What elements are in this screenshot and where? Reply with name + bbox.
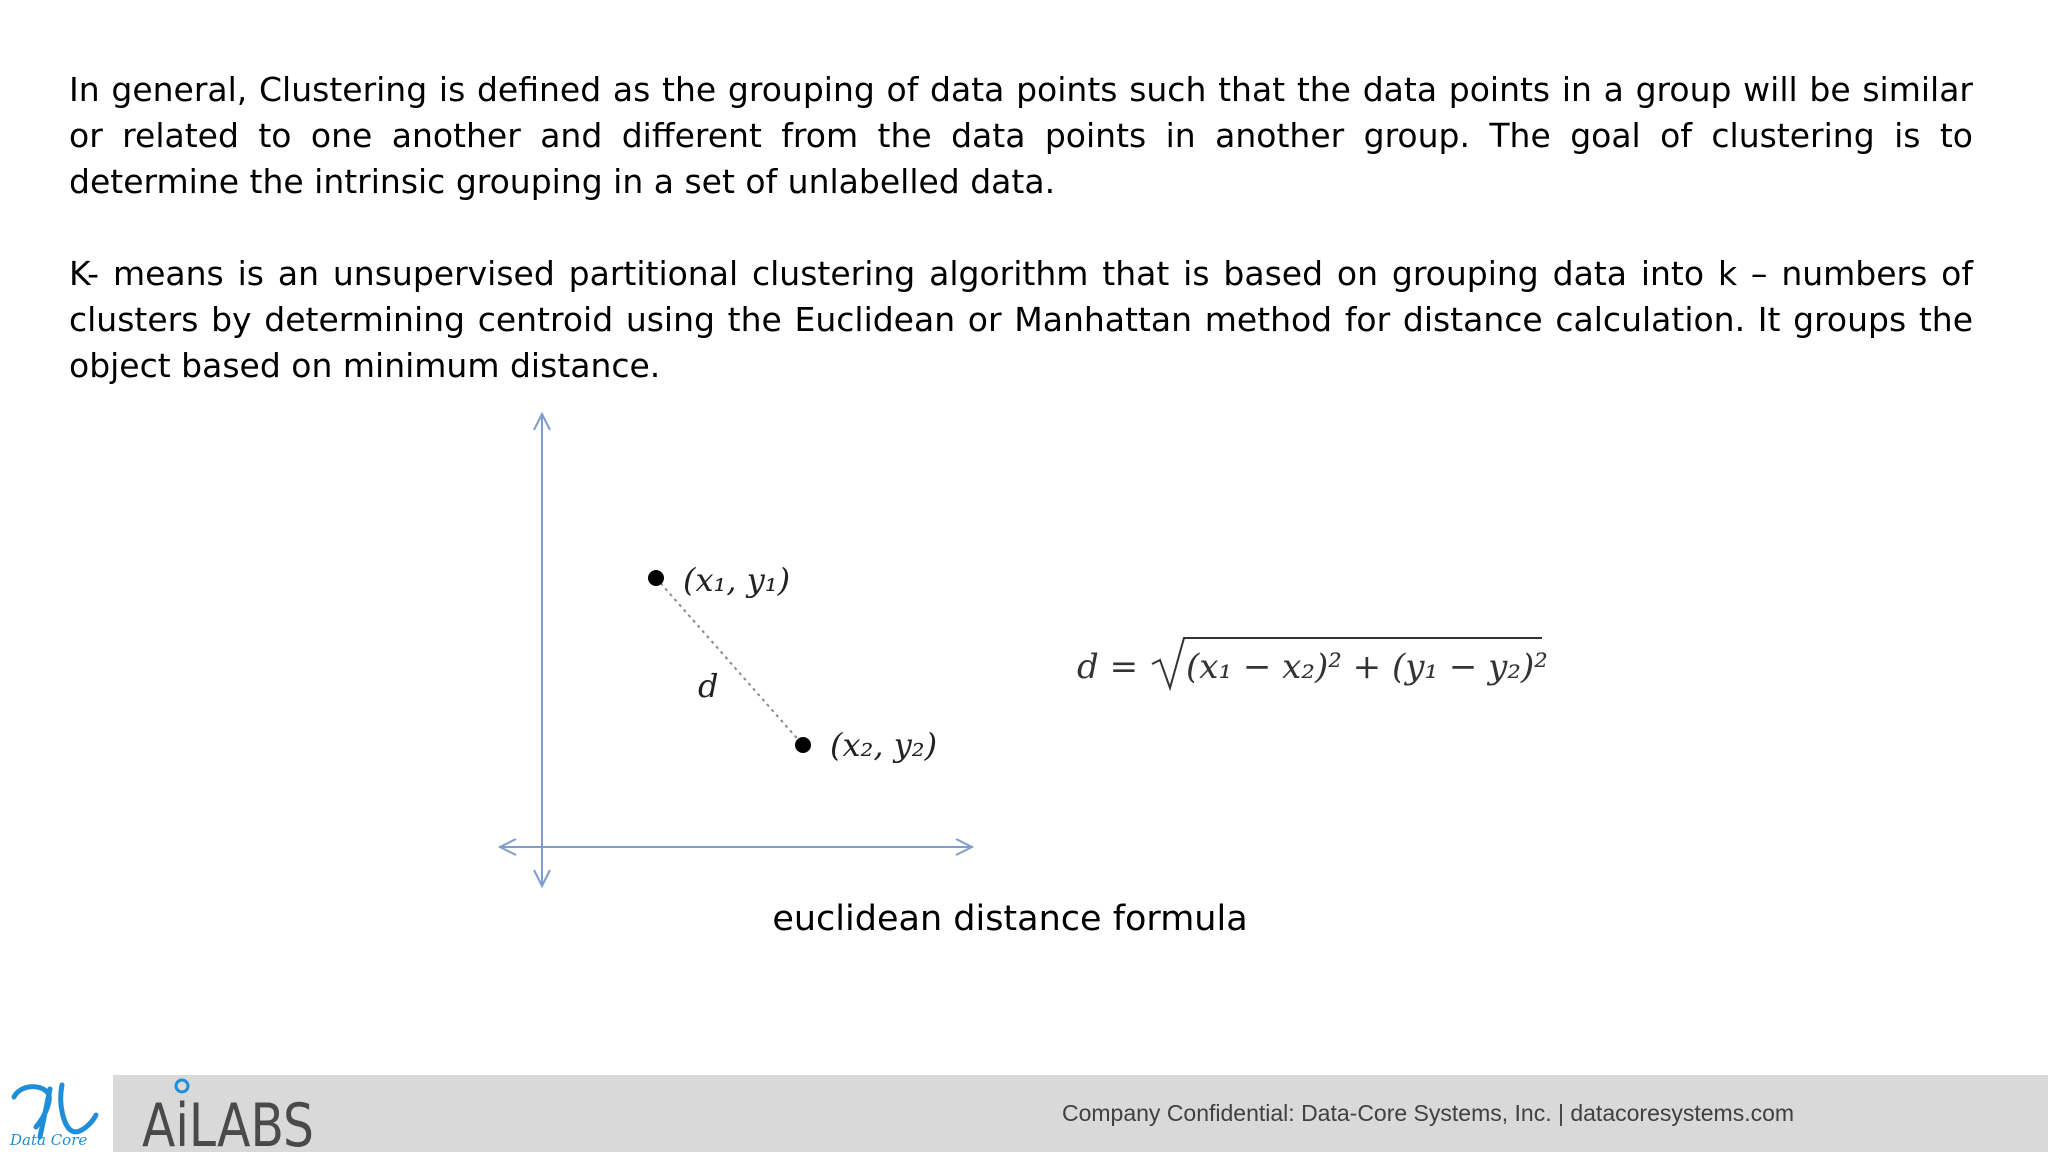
datacore-logo-icon bbox=[0, 1075, 113, 1152]
point-2 bbox=[795, 737, 811, 753]
distance-line bbox=[656, 578, 802, 744]
point-2-label: (x₂, y₂) bbox=[830, 726, 938, 764]
kmeans-paragraph: K- means is an unsupervised partitional clustering algorithm that is based on grouping data into k – numbers of clusters by determining centroid using the Euclidean or Manhattan method for distance calculation. It groups the object based on minimum distance. bbox=[69, 254, 1973, 385]
figure-caption: euclidean distance formula bbox=[772, 899, 1248, 939]
intro-paragraph: In general, Clustering is defined as the grouping of data points such that the data points in a group will be similar or related to one another and different from the data points in another group. The goal of clustering is to determine the intrinsic grouping in a set of unlabelled data. bbox=[69, 70, 1973, 201]
point-1 bbox=[648, 570, 664, 586]
euclidean-distance-figure bbox=[490, 400, 1590, 890]
formula-radicand: (x₁ − x₂)² + (y₁ − y₂)² bbox=[1186, 647, 1548, 687]
datacore-logo bbox=[0, 1075, 113, 1152]
footer-bar bbox=[0, 1075, 2048, 1156]
formula-lhs: d = bbox=[1077, 647, 1139, 687]
logo-script-text: Data Core bbox=[10, 1131, 88, 1149]
ailabs-text: AiLABS bbox=[142, 1091, 314, 1156]
footer-confidential-text: Company Confidential: Data-Core Systems, Inc. | datacoresystems.com bbox=[1062, 1100, 1795, 1126]
point-1-label: (x₁, y₁) bbox=[683, 561, 791, 599]
distance-label: d bbox=[698, 667, 719, 705]
ailabs-logo bbox=[140, 1075, 320, 1156]
distance-formula bbox=[1077, 638, 1548, 688]
